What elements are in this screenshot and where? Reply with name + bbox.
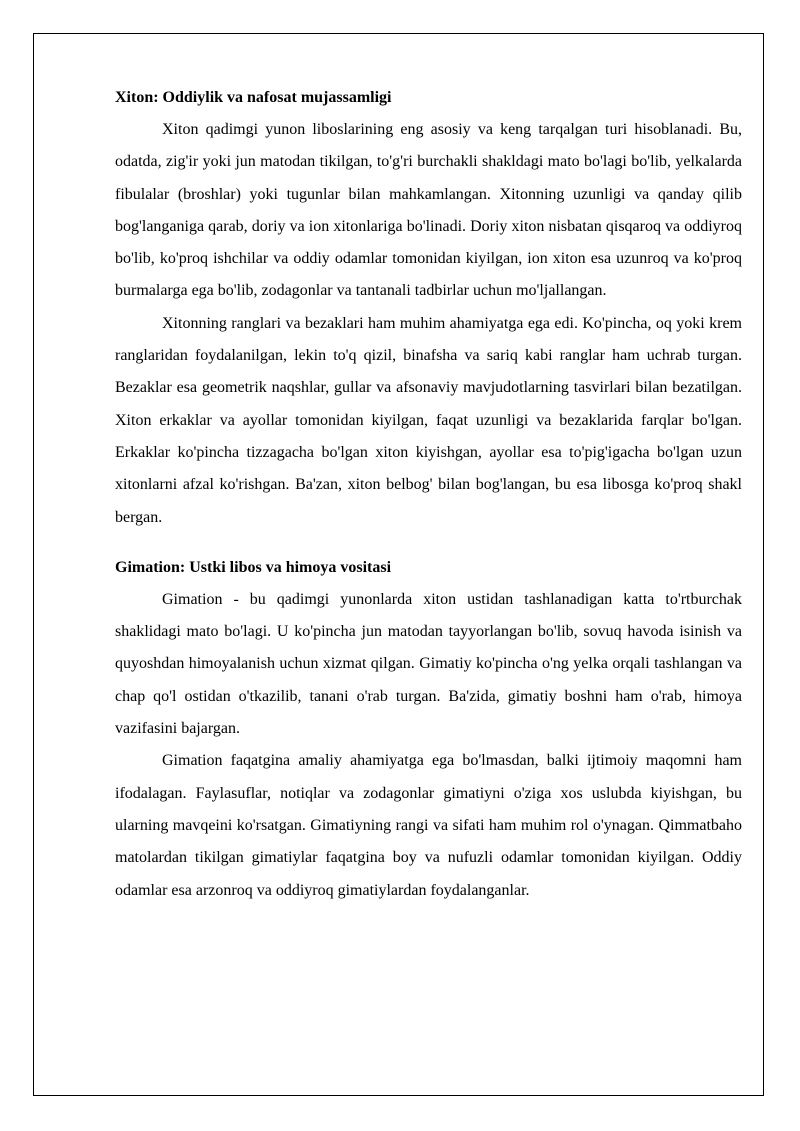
document-body [115,82,742,907]
paragraph: Gimation faqatgina amaliy ahamiyatga ega bo'lmasdan, balki ijtimoiy maqomni ham ifodalagan. Faylasuflar, notiqlar va zodagonlar gimatiyni o'ziga xos uslubda kiyishgan, bu ularning mavqeini ko'rsatgan. Gimatiyning rangi va sifati ham muhim rol o'ynagan. Qimmatbaho matolardan tikilgan gimatiylar faqatgina boy va nufuzli odamlar tomonidan kiyilgan. Oddiy odamlar esa arzonroq va oddiyroq gimatiylardan foydalanganlar. [115,752,742,899]
section-xiton [115,82,742,534]
section-heading: Xiton: Oddiylik va nafosat mujassamligi [115,89,392,106]
section-heading: Gimation: Ustki libos va himoya vositasi [115,558,392,576]
paragraph: Xitonning ranglari va bezaklari ham muhim ahamiyatga ega edi. Ko'pincha, oq yoki krem ranglaridan foydalanilgan, lekin to'q qizil, binafsha va sariq kabi ranglar ham uchrab turgan. Bezaklar esa geometrik naqshlar, gullar va afsonaviy mavjudotlarning tasvirlari bilan bezatilgan. Xiton erkaklar va ayollar tomonidan kiyilgan, faqat uzunligi va bezaklarida farqlar bo'lgan. Erkaklar ko'pincha tizzagacha bo'lgan xiton kiyishgan, ayollar esa to'pig'igacha bo'lgan uzun xitonlarni afzal ko'rishgan. Ba'zan, xiton belbog' bilan bog'langan, bu esa libosga ko'proq shakl bergan. [115,314,742,526]
section-gimation [115,552,742,907]
paragraph: Xiton qadimgi yunon liboslarining eng asosiy va keng tarqalgan turi hisoblanadi. Bu, odatda, zig'ir yoki jun matodan tikilgan, to'g'ri burchakli shakldagi mato bo'lagi bo'lib, yelkalarda fibulalar (broshlar) yoki tugunlar bilan mahkamlangan. Xitonning uzunligi va qanday qilib bog'langaniga qarab, doriy va ion xitonlariga bo'linadi. Doriy xiton nisbatan qisqaroq va oddiyroq bo'lib, ko'proq ishchilar va oddiy odamlar tomonidan kiyilgan, ion xiton esa uzunroq va ko'proq burmalarga ega bo'lib, zodagonlar va tantanali tadbirlar uchun mo'ljallangan. [115,121,742,300]
paragraph: Gimation - bu qadimgi yunonlarda xiton ustidan tashlanadigan katta to'rtburchak shaklidagi mato bo'lagi. U ko'pincha jun matodan tayyorlangan bo'lib, sovuq havoda isinish va quyoshdan himoyalanish uchun xizmat qilgan. Gimatiy ko'pincha o'ng yelka orqali tashlangan va chap qo'l ostidan o'tkazilib, tanani o'rab turgan. Ba'zida, gimatiy boshni ham o'rab, himoya vazifasini bajargan. [115,590,742,738]
